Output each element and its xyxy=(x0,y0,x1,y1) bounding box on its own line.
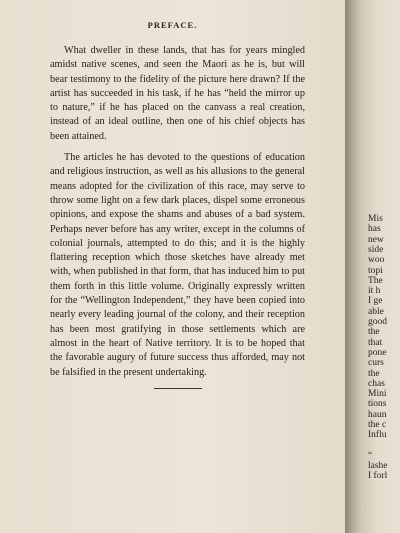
closing-rule xyxy=(154,388,202,389)
facing-page-fragment: has xyxy=(368,224,381,235)
facing-page-fragment: good xyxy=(368,317,387,327)
book-gutter xyxy=(345,0,363,533)
body-text xyxy=(50,44,305,389)
facing-page-fragment: haun xyxy=(368,409,387,420)
facing-page-fragment: pone xyxy=(368,347,387,358)
facing-page-fragment: the c xyxy=(368,420,387,430)
facing-page-fragment: able xyxy=(368,306,384,317)
facing-page-fragment: new xyxy=(368,234,384,245)
facing-page-fragment: curs xyxy=(368,358,384,369)
facing-page-fragment: woo xyxy=(368,255,385,266)
facing-page-fragment: chas xyxy=(368,378,385,389)
facing-page-fragment: that xyxy=(368,337,383,348)
facing-page-fragment: Influ xyxy=(368,430,387,441)
paragraph-1: What dweller in these lands, that has for years mingled amidst native scenes, and seen the Maori as he is, but will bear testimony to the fidelity of the picture here drawn? If the artist has succeeded in his task, if he has “held the mirror up to nature,” if he has placed on the canvass a real creation, instead of an ideal outline, then one of his chief objects has been attained. xyxy=(50,45,305,142)
facing-page-fragment: I forl xyxy=(368,471,388,482)
facing-page-fragment: the xyxy=(368,368,380,379)
facing-page-fragment: Mini xyxy=(368,389,387,400)
facing-page-fragment: side xyxy=(368,244,384,255)
facing-page-fragment: tions xyxy=(368,399,387,410)
running-head: PREFACE. xyxy=(147,20,198,30)
paragraph-2: The articles he has devoted to the questions of education and religious instruction, as well as his allusions to the general means adopted for the civilization of this race, may serve to throw some light on a few dark places, dispel some erroneous opinions, and expose the shams and abuses of a bad system. Perhaps never before has any writer, except in the columns of colonial journals, attempted to do this; and it is the highly flattering reception which those sketches have already met with, when published in that form, that has induced him to put them forth in this little volume. Originally expressly written for the “Wellington Independent,” they have been copied into nearly every leading journal of the colony, and their reception has been most gratifying in those settlements which are almost in the heart of Native territory. It is to be hoped that the favorable augury of future success thus afforded, may not be falsified in the present undertaking. xyxy=(50,152,305,378)
facing-page-fragment: topi xyxy=(368,265,383,276)
facing-page-fragment: “ xyxy=(368,450,373,461)
facing-page-fragment: the xyxy=(368,327,380,338)
facing-page-fragment: Mis xyxy=(368,214,383,224)
facing-page xyxy=(363,0,400,533)
facing-page-fragment: The xyxy=(368,275,383,286)
facing-page-fragment: it h xyxy=(368,286,381,297)
facing-page-fragment: lashe xyxy=(368,460,388,471)
facing-page-fragment: I ge xyxy=(368,296,383,307)
